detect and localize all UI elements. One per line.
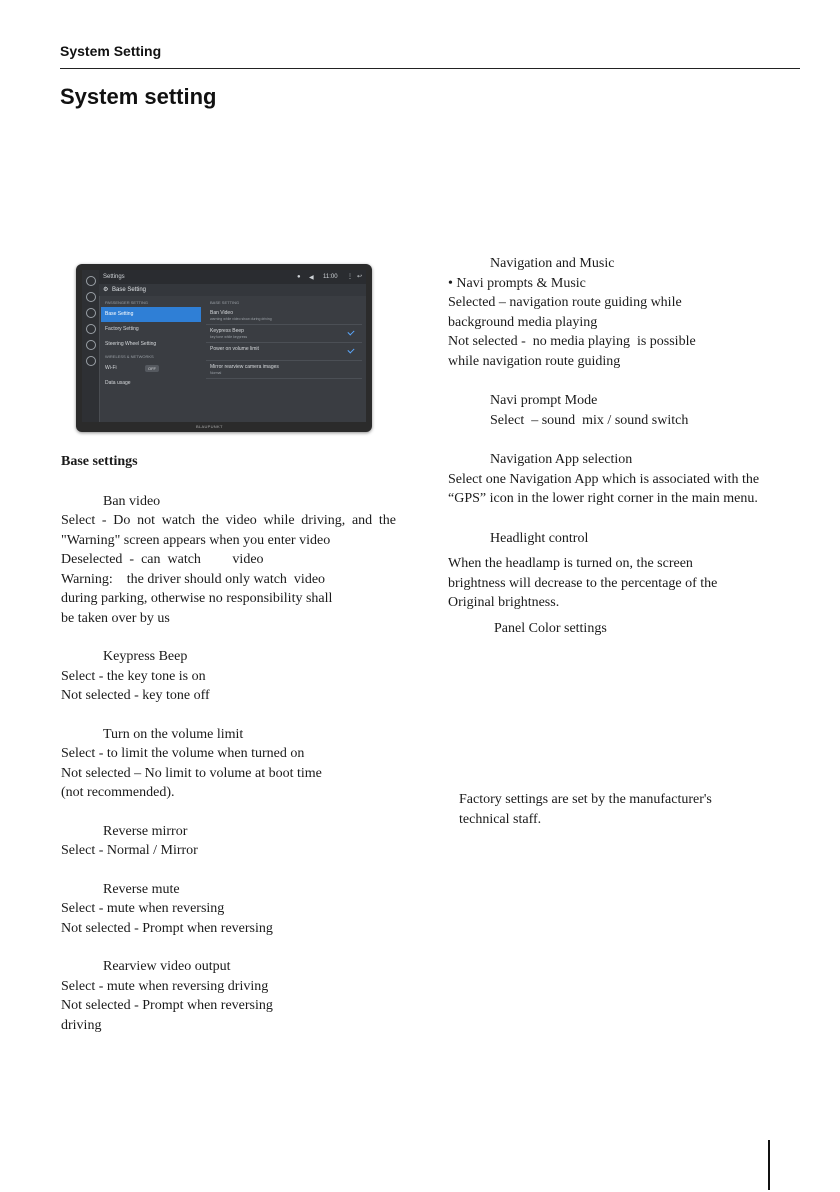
headlight-line-1: When the headlamp is turned on, the screen	[448, 556, 693, 571]
menu-item-data-usage: Data usage	[105, 380, 131, 386]
status-time: 11:00	[323, 274, 338, 280]
base-settings-heading: Base settings	[61, 454, 138, 469]
ban-video-warning-line-2: during parking, otherwise no responsibility shall	[61, 591, 333, 606]
keypress-beep-select: Select - the key tone is on	[61, 668, 206, 684]
headlight-line-3: Original brightness.	[448, 595, 560, 610]
reverse-mute-select: Select - mute when reversing	[61, 901, 225, 916]
setting-title: Ban Video	[210, 310, 233, 316]
setting-subtitle: Normal	[210, 371, 222, 375]
rail-back-icon	[86, 276, 96, 286]
setting-subtitle: key tone while keypress	[210, 335, 248, 339]
rearview-output-title: Rearview video output	[103, 959, 231, 974]
rail-volume-up-icon	[86, 340, 96, 350]
nav-app-line-1: Select one Navigation App which is associated with the	[448, 471, 760, 487]
header-rule	[60, 68, 800, 69]
checkmark-icon	[347, 346, 354, 353]
ban-video-select: Select - Do not watch the video while driving, and the "Warning" screen appears when you enter video	[61, 513, 396, 548]
device-right-pane	[206, 298, 362, 422]
nav-music-bullet: • Navi prompts & Music	[448, 275, 586, 291]
left-column	[61, 452, 396, 1035]
device-title-bar	[99, 284, 366, 296]
gear-icon: ⚙	[103, 287, 109, 293]
rearview-output-not-selected-line-1: Not selected - Prompt when reversing	[61, 998, 273, 1013]
page-title: System setting	[60, 84, 217, 109]
rail-return-icon	[86, 324, 96, 334]
factory-line-1: Factory settings are set by the manufacturer's	[459, 792, 712, 807]
volume-limit-not-selected: Not selected – No limit to volume at boot time	[61, 765, 322, 781]
menu-item-factory-setting: Factory Setting	[105, 326, 139, 332]
menu-item-wifi	[101, 361, 201, 376]
back-arrow-icon: ↩	[357, 274, 363, 280]
keypress-beep-not-selected: Not selected - key tone off	[61, 688, 210, 703]
menu-item-steering-wheel: Steering Wheel Setting	[105, 341, 157, 347]
panel-color-title: Panel Color settings	[494, 620, 607, 636]
more-icon: ⋮	[347, 274, 353, 280]
rail-home-icon	[86, 308, 96, 318]
volume-limit-note: (not recommended).	[61, 785, 175, 800]
rail-power-icon	[86, 292, 96, 302]
setting-row-ban-video	[206, 307, 362, 325]
right-section-label: BASE SETTING	[210, 300, 240, 305]
ban-video-title: Ban video	[103, 493, 161, 509]
setting-row-keypress-beep	[206, 325, 362, 343]
device-left-pane	[101, 298, 201, 422]
setting-title: Mirror rearview camera images	[210, 364, 279, 370]
factory-line-2: technical staff.	[459, 811, 542, 827]
volume-limit-select: Select - to limit the volume when turned on	[61, 746, 305, 761]
setting-row-mirror-rearview	[206, 361, 362, 379]
nav-music-not-selected-line-2: while navigation route guiding	[448, 353, 621, 369]
wifi-toggle: OFF	[145, 365, 159, 372]
setting-subtitle: warning while video show during driving	[210, 317, 272, 321]
headlight-title: Headlight control	[490, 530, 589, 546]
reverse-mute-not-selected: Not selected - Prompt when reversing	[61, 920, 273, 936]
reverse-mirror-select: Select - Normal / Mirror	[61, 843, 198, 858]
device-side-rail	[82, 270, 100, 422]
menu-item-base-setting: Base Setting	[101, 307, 201, 322]
right-column	[448, 254, 808, 829]
window-title: Base Setting	[112, 287, 147, 293]
nav-music-title: Navigation and Music	[490, 256, 615, 271]
navi-prompt-mode-title: Navi prompt Mode	[490, 393, 598, 408]
status-title: Settings	[103, 274, 125, 280]
device-screen	[82, 270, 366, 422]
nav-app-line-2: “GPS” icon in the lower right corner in the main menu.	[448, 491, 758, 506]
left-section-label: PASSENGER SETTING	[105, 300, 149, 305]
ban-video-deselect: Deselected - can watch video	[61, 552, 264, 567]
reverse-mute-title: Reverse mute	[103, 881, 180, 897]
rail-volume-down-icon	[86, 356, 96, 366]
nav-music-not-selected-line-1: Not selected - no media playing is possible	[448, 334, 696, 349]
volume-limit-title: Turn on the volume limit	[103, 726, 244, 742]
speaker-icon: ◀	[309, 275, 314, 281]
device-status-bar	[99, 270, 366, 284]
rearview-output-not-selected-line-2: driving	[61, 1017, 102, 1033]
checkmark-icon	[347, 328, 354, 335]
page-marker-rule	[768, 1140, 770, 1190]
keypress-beep-title: Keypress Beep	[103, 649, 188, 664]
reverse-mirror-title: Reverse mirror	[103, 823, 188, 839]
headlight-line-2: brightness will decrease to the percentage of the	[448, 575, 718, 591]
rearview-output-select: Select - mute when reversing driving	[61, 978, 269, 994]
nav-music-selected-line-1: Selected – navigation route guiding while	[448, 295, 682, 310]
location-icon: ●	[297, 274, 301, 280]
nav-app-title: Navigation App selection	[490, 452, 633, 467]
nav-music-selected-line-2: background media playing	[448, 314, 598, 330]
device-screenshot	[76, 264, 372, 432]
wifi-label: Wi-Fi	[105, 365, 117, 371]
network-section-label: WIRELESS & NETWORKS	[105, 354, 154, 359]
ban-video-warning-line-1: Warning: the driver should only watch video	[61, 571, 326, 587]
setting-title: Keypress Beep	[210, 328, 244, 334]
header-section-label: System Setting	[60, 43, 162, 59]
setting-row-volume-limit	[206, 343, 362, 361]
device-brand-logo: BLAUPUNKT	[196, 424, 223, 429]
ban-video-warning-line-3: be taken over by us	[61, 610, 170, 626]
setting-title: Power on volume limit	[210, 346, 259, 352]
navi-prompt-mode-select: Select – sound mix / sound switch	[490, 412, 689, 428]
